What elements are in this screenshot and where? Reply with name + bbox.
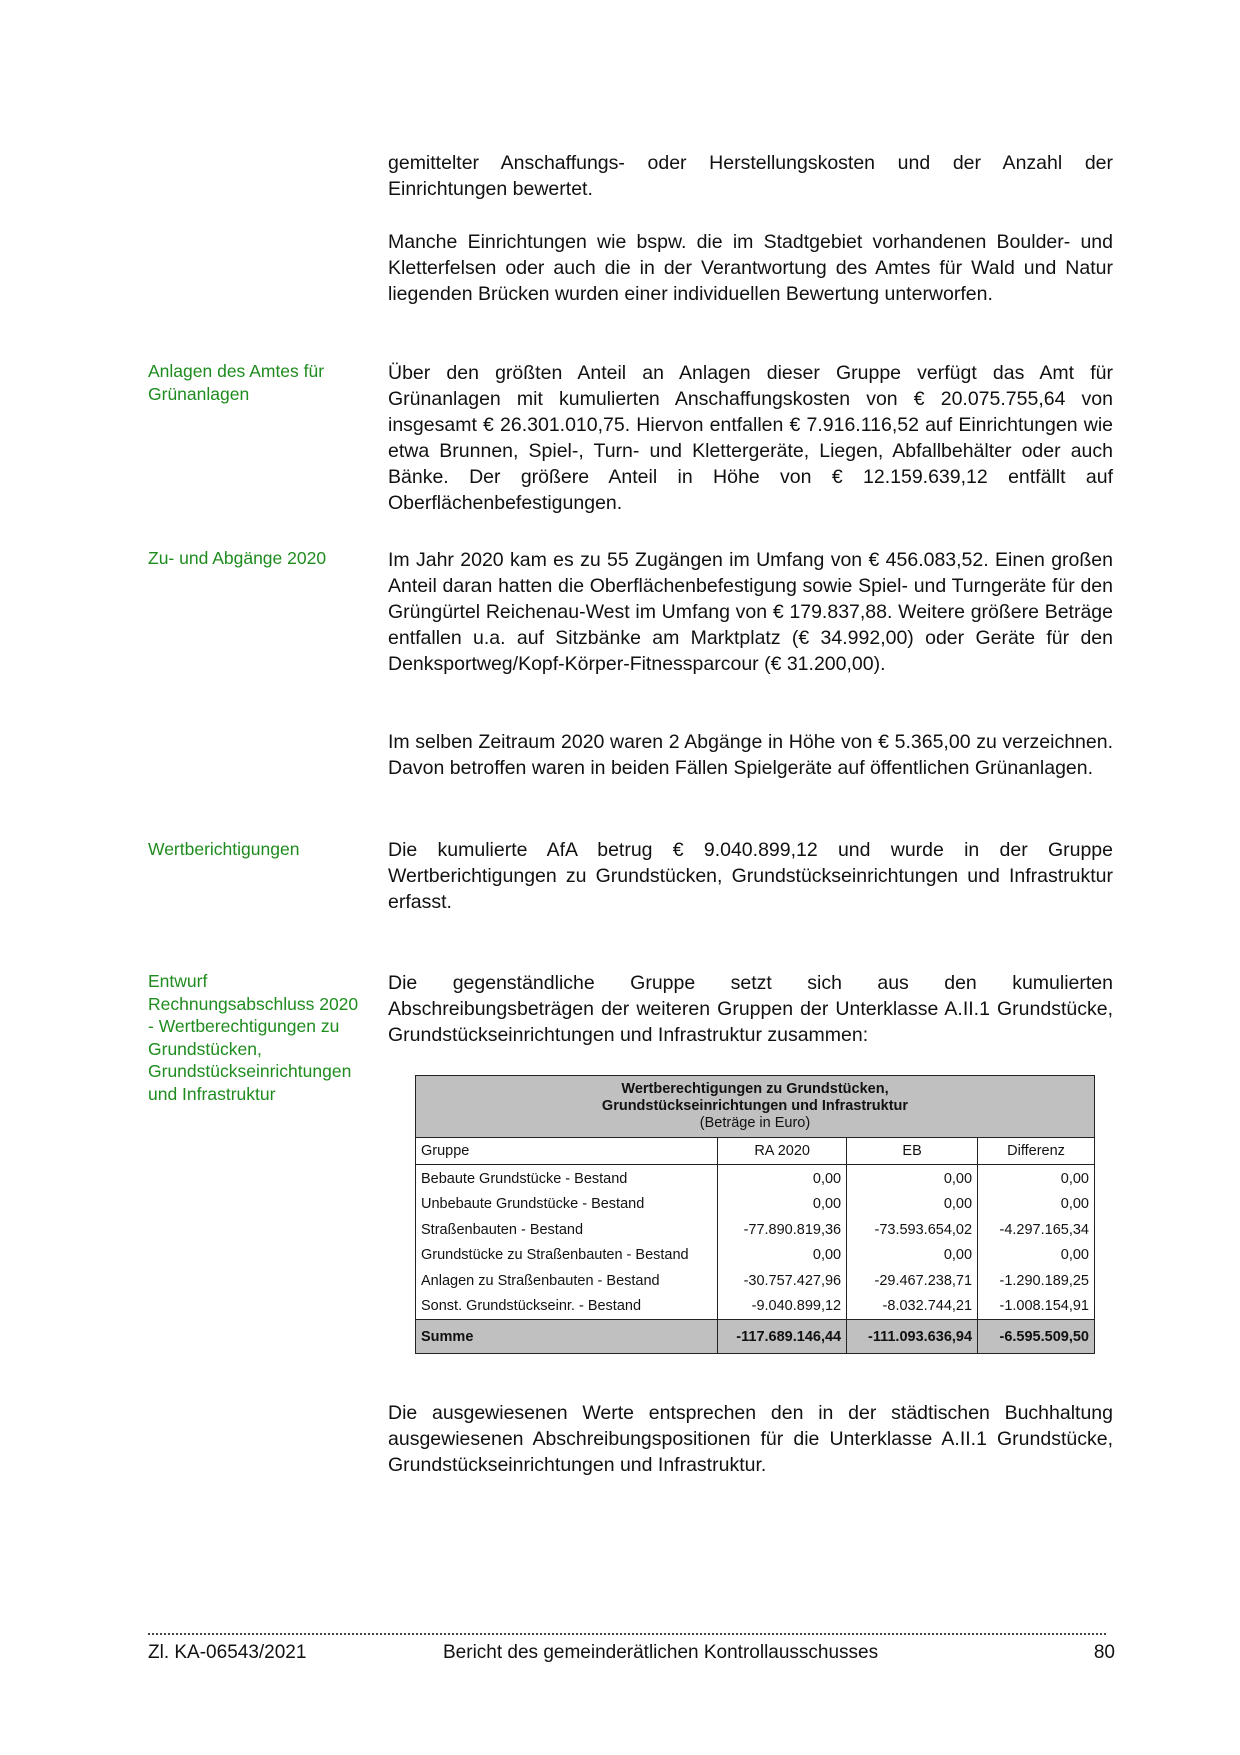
paragraph-individual-valuation: Manche Einrichtungen wie bspw. die im Stadtgebiet vorhandenen Boulder- und Kletterfelsen oder auch die in der Verantwortung des Amtes für Wald und Natur liegenden Brücken wurden einer individuellen Bewertung unterworfen. [388,231,1113,305]
row-label: Bebaute Grundstücke - Bestand [416,1165,718,1192]
table-row [416,1243,1095,1269]
column-header-eb: EB [847,1138,978,1165]
cell-differenz: -4.297.165,34 [978,1217,1095,1243]
cell-differenz: 0,00 [978,1165,1095,1192]
column-header-gruppe: Gruppe [416,1138,718,1165]
footer-page-number: 80 [1093,1642,1115,1663]
cell-differenz: -1.008.154,91 [978,1294,1095,1320]
cell-eb: 0,00 [847,1192,978,1218]
row-label: Straßenbauten - Bestand [416,1217,718,1243]
page-footer [148,1641,1118,1665]
footer-dotted-rule [148,1633,1106,1635]
column-header-ra-2020: RA 2020 [718,1138,847,1165]
paragraph-abgaenge: Im selben Zeitraum 2020 waren 2 Abgänge in Höhe von € 5.365,00 zu verzeichnen. Davon betroffen waren in beiden Fällen Spielgeräte auf öffentlichen Grünanlagen. [388,731,1113,779]
table-title-line1: Wertberechtigungen zu Grundstücken, [621,1081,889,1097]
cell-ra-2020: 0,00 [718,1192,847,1218]
margin-label-gruenanlagen: Anlagen des Amtes für Grünanlagen [148,361,325,404]
table-title-row [416,1076,1095,1138]
cell-differenz: -1.290.189,25 [978,1268,1095,1294]
row-label: Grundstücke zu Straßenbauten - Bestand [416,1243,718,1269]
cell-eb: -8.032.744,21 [847,1294,978,1320]
table-row [416,1192,1095,1218]
cell-eb: 0,00 [847,1243,978,1269]
column-header-differenz: Differenz [978,1138,1095,1165]
cell-ra-2020: 0,00 [718,1243,847,1269]
paragraph-entwurf-intro: Die gegenständliche Gruppe setzt sich aus den kumulierten Abschreibungsbeträgen der weiteren Gruppen der Unterklasse A.II.1 Grundstücke, Grundstückseinrichtungen und Infrastruktur zusammen: [388,972,1113,1046]
footer-report-title: Bericht des gemeinderätlichen Kontrollausschusses [443,1642,879,1663]
cell-eb: -73.593.654,02 [847,1217,978,1243]
cell-ra-2020: 0,00 [718,1165,847,1192]
total-ra-2020: -117.689.146,44 [718,1320,847,1354]
row-label: Anlagen zu Straßenbauten - Bestand [416,1268,718,1294]
cell-differenz: 0,00 [978,1192,1095,1218]
table-row [416,1217,1095,1243]
table-row [416,1165,1095,1192]
cell-eb: -29.467.238,71 [847,1268,978,1294]
cell-differenz: 0,00 [978,1243,1095,1269]
footer-reference: Zl. KA-06543/2021 [148,1642,307,1663]
cell-ra-2020: -9.040.899,12 [718,1294,847,1320]
row-label: Unbebaute Grundstücke - Bestand [416,1192,718,1218]
total-eb: -111.093.636,94 [847,1320,978,1354]
valuation-adjustments-table [415,1075,1095,1354]
cell-ra-2020: -77.890.819,36 [718,1217,847,1243]
paragraph-gruenanlagen: Über den größten Anteil an Anlagen dieser Gruppe verfügt das Amt für Grünanlagen mit kumulierten Anschaffungskosten von € 20.075.755,64 von insgesamt € 26.301.010,75. Hiervon entfallen € 7.916.116,52 auf Einrichtungen wie etwa Brunnen, Spiel-, Turn- und Klettergeräte, Liegen, Abfallbehälter oder auch Bänke. Der größere Anteil in Höhe von € 12.159.639,12 entfällt auf Oberflächenbefestigungen. [388,362,1113,514]
paragraph-entwurf-conclusion: Die ausgewiesenen Werte entsprechen den in der städtischen Buchhaltung ausgewiesenen Abschreibungspositionen für die Unterklasse A.II.1 Grundstücke, Grundstückseinrichtungen und Infrastruktur. [388,1402,1113,1476]
paragraph-wertberichtigungen: Die kumulierte AfA betrug € 9.040.899,12 und wurde in der Gruppe Wertberichtigungen zu Grundstücken, Grundstückseinrichtungen und Infrastruktur erfasst. [388,839,1113,913]
table-row [416,1268,1095,1294]
cell-eb: 0,00 [847,1165,978,1192]
margin-label-entwurf-text: Entwurf Rechnungsabschluss 2020 - Wertberechtigungen zu Grundstücken, Grundstückseinrichtungen und Infrastruktur [148,971,359,1104]
margin-label-entwurf [148,970,366,1105]
margin-label-wertberichtigungen: Wertberichtigungen [148,839,300,859]
cell-ra-2020: -30.757.427,96 [718,1268,847,1294]
table-row [416,1294,1095,1320]
total-differenz: -6.595.509,50 [978,1320,1095,1354]
table-subtitle: (Beträge in Euro) [699,1115,811,1131]
table-title-line2: Grundstückseinrichtungen und Infrastruktur [601,1098,909,1114]
paragraph-zugaenge: Im Jahr 2020 kam es zu 55 Zugängen im Umfang von € 456.083,52. Einen großen Anteil daran hatten die Oberflächenbefestigung sowie Spiel- und Turngeräte für den Grüngürtel Reichenau-West im Umfang von € 179.837,88. Weitere größere Beträge entfallen u.a. auf Sitzbänke am Marktplatz (€ 34.992,00) oder Geräte für den Denksportweg/Kopf-Körper-Fitnessparcour (€ 31.200,00). [388,549,1113,675]
table-header-row [416,1138,1095,1165]
margin-label-zu-abgaenge: Zu- und Abgänge 2020 [148,548,327,568]
total-label: Summe [416,1320,718,1354]
row-label: Sonst. Grundstückseinr. - Bestand [416,1294,718,1320]
table-title-cell [416,1076,1095,1138]
table-total-row [416,1320,1095,1354]
paragraph-intro-continuation: gemittelter Anschaffungs- oder Herstellungskosten und der Anzahl der Einrichtungen bewertet. [388,152,1113,200]
